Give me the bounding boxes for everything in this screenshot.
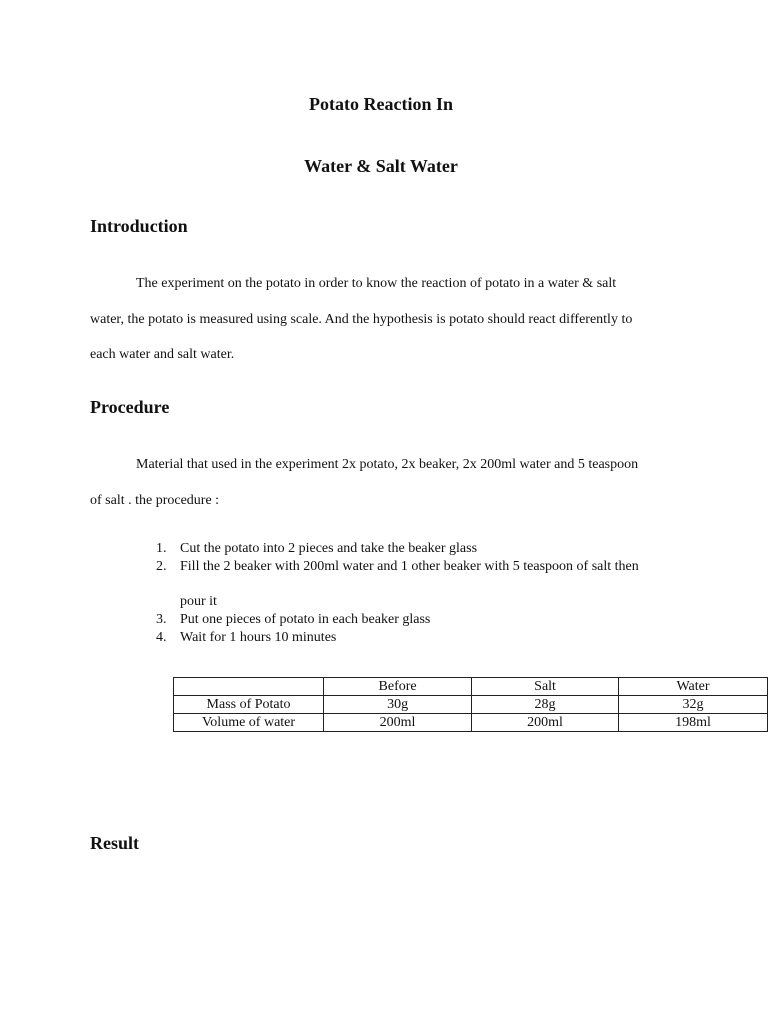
document-title-line-1: Potato Reaction In — [309, 94, 453, 114]
step-number: 2. — [156, 559, 167, 574]
list-item — [156, 612, 430, 628]
table-cell: 198ml — [619, 714, 768, 732]
table-row — [174, 714, 768, 732]
introduction-heading: Introduction — [90, 216, 188, 236]
step-text: Fill the 2 beaker with 200ml water and 1 other beaker with 5 teaspoon of salt then — [180, 559, 639, 574]
table-cell: 32g — [619, 696, 768, 714]
table-cell: Mass of Potato — [174, 696, 324, 714]
table-cell: 200ml — [324, 714, 472, 732]
list-item — [156, 630, 336, 646]
table-cell: 30g — [324, 696, 472, 714]
list-item — [156, 541, 477, 557]
procedure-line-1: Material that used in the experiment 2x potato, 2x beaker, 2x 200ml water and 5 teaspoon — [136, 457, 639, 472]
step-continuation: pour it — [180, 594, 217, 609]
introduction-line-3: each water and salt water. — [90, 347, 235, 362]
step-number: 3. — [156, 612, 167, 627]
table-row — [174, 696, 768, 714]
step-text: Wait for 1 hours 10 minutes — [180, 630, 337, 645]
list-item — [156, 559, 639, 575]
result-heading: Result — [90, 833, 139, 853]
table-header-cell: Salt — [472, 678, 619, 696]
table-cell: 200ml — [472, 714, 619, 732]
table-header-cell: Water — [619, 678, 768, 696]
document-title-line-2: Water & Salt Water — [304, 156, 458, 176]
step-text: Cut the potato into 2 pieces and take the beaker glass — [180, 541, 478, 556]
step-number: 1. — [156, 541, 167, 556]
introduction-line-1: The experiment on the potato in order to know the reaction of potato in a water & salt — [136, 276, 617, 291]
table-cell: 28g — [472, 696, 619, 714]
step-number: 4. — [156, 630, 167, 645]
table-header-cell: Before — [324, 678, 472, 696]
table-header-row — [174, 678, 768, 696]
procedure-heading: Procedure — [90, 397, 170, 417]
table-cell: Volume of water — [174, 714, 324, 732]
table-header-cell — [174, 678, 324, 696]
introduction-line-2: water, the potato is measured using scale. And the hypothesis is potato should react differently to — [90, 312, 633, 327]
step-text: Put one pieces of potato in each beaker glass — [180, 612, 431, 627]
procedure-line-2: of salt . the procedure : — [90, 493, 220, 508]
results-table — [173, 677, 768, 732]
